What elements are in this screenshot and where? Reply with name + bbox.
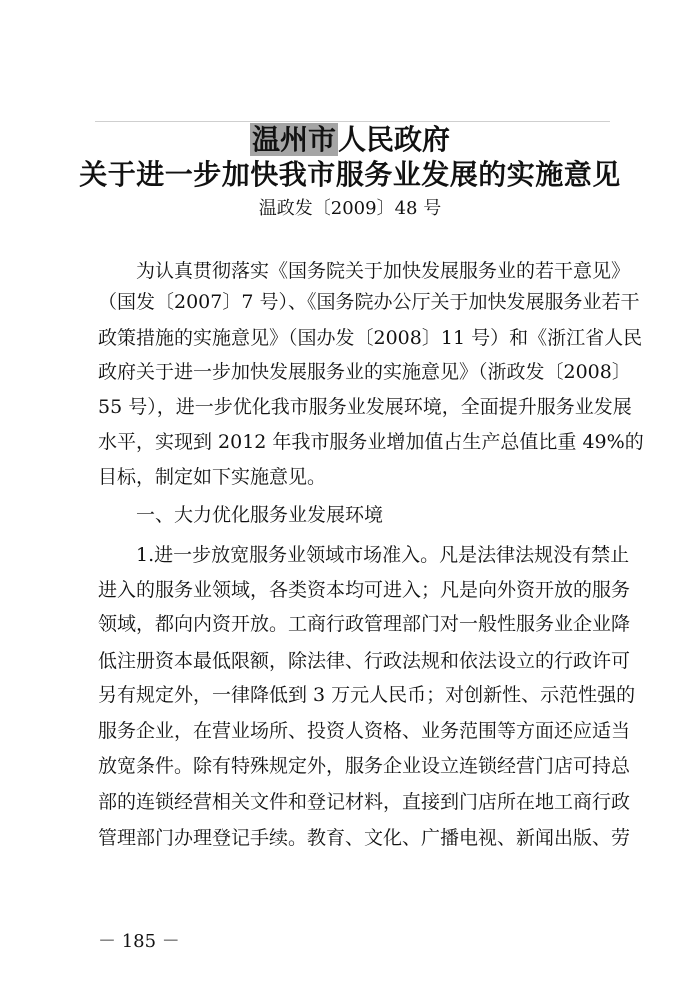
body-line: 政府关于进一步加快发展服务业的实施意见》（浙政发〔2008〕 — [98, 361, 631, 383]
body-line: 管理部门办理登记手续。教育、文化、广播电视、新闻出版、劳 — [98, 827, 631, 849]
title-rest: 人民政府 — [338, 123, 451, 156]
body-line: 领域，都向内资开放。工商行政管理部门对一般性服务业企业降 — [98, 613, 631, 635]
body-line: 部的连锁经营相关文件和登记材料，直接到门店所在地工商行政 — [98, 791, 631, 813]
body-line: 目标，制定如下实施意见。 — [98, 466, 327, 488]
document-number: 温政发〔2009〕48 号 — [258, 198, 442, 219]
body-line: 政策措施的实施意见》（国办发〔2008〕11 号）和《浙江省人民 — [98, 327, 643, 349]
body-line: 水平，实现到 2012 年我市服务业增加值占生产总值比重 49%的 — [98, 431, 644, 453]
title-highlight: 温州市 — [251, 123, 336, 156]
body-line: 进入的服务业领域，各类资本均可进入；凡是向外资开放的服务 — [98, 579, 631, 601]
body-line: 为认真贯彻落实《国务院关于加快发展服务业的若干意见》 — [98, 260, 631, 282]
body-line: 放宽条件。除有特殊规定外，服务企业设立连锁经营门店可持总 — [98, 755, 631, 777]
section-heading: 一、大力优化服务业发展环境 — [98, 504, 384, 526]
body-line: 低注册资本最低限额，除法律、行政法规和依法设立的行政许可 — [98, 650, 631, 672]
body-line: 55 号），进一步优化我市服务业发展环境，全面提升服务业发展 — [98, 396, 632, 418]
page-subtitle: 关于进一步加快我市服务业发展的实施意见 — [79, 158, 621, 191]
page-number: － 185 － — [98, 931, 180, 952]
body-line: 另有规定外，一律降低到 3 万元人民币；对创新性、示范性强的 — [98, 684, 636, 706]
body-line: 服务企业，在营业场所、投资人资格、业务范围等方面还应适当 — [98, 720, 631, 742]
top-rule — [95, 121, 610, 122]
page-title — [0, 124, 700, 156]
body-line: （国发〔2007〕7 号）、《国务院办公厅关于加快发展服务业若干 — [98, 291, 640, 313]
body-line: 1.进一步放宽服务业领域市场准入。凡是法律法规没有禁止 — [98, 544, 630, 566]
